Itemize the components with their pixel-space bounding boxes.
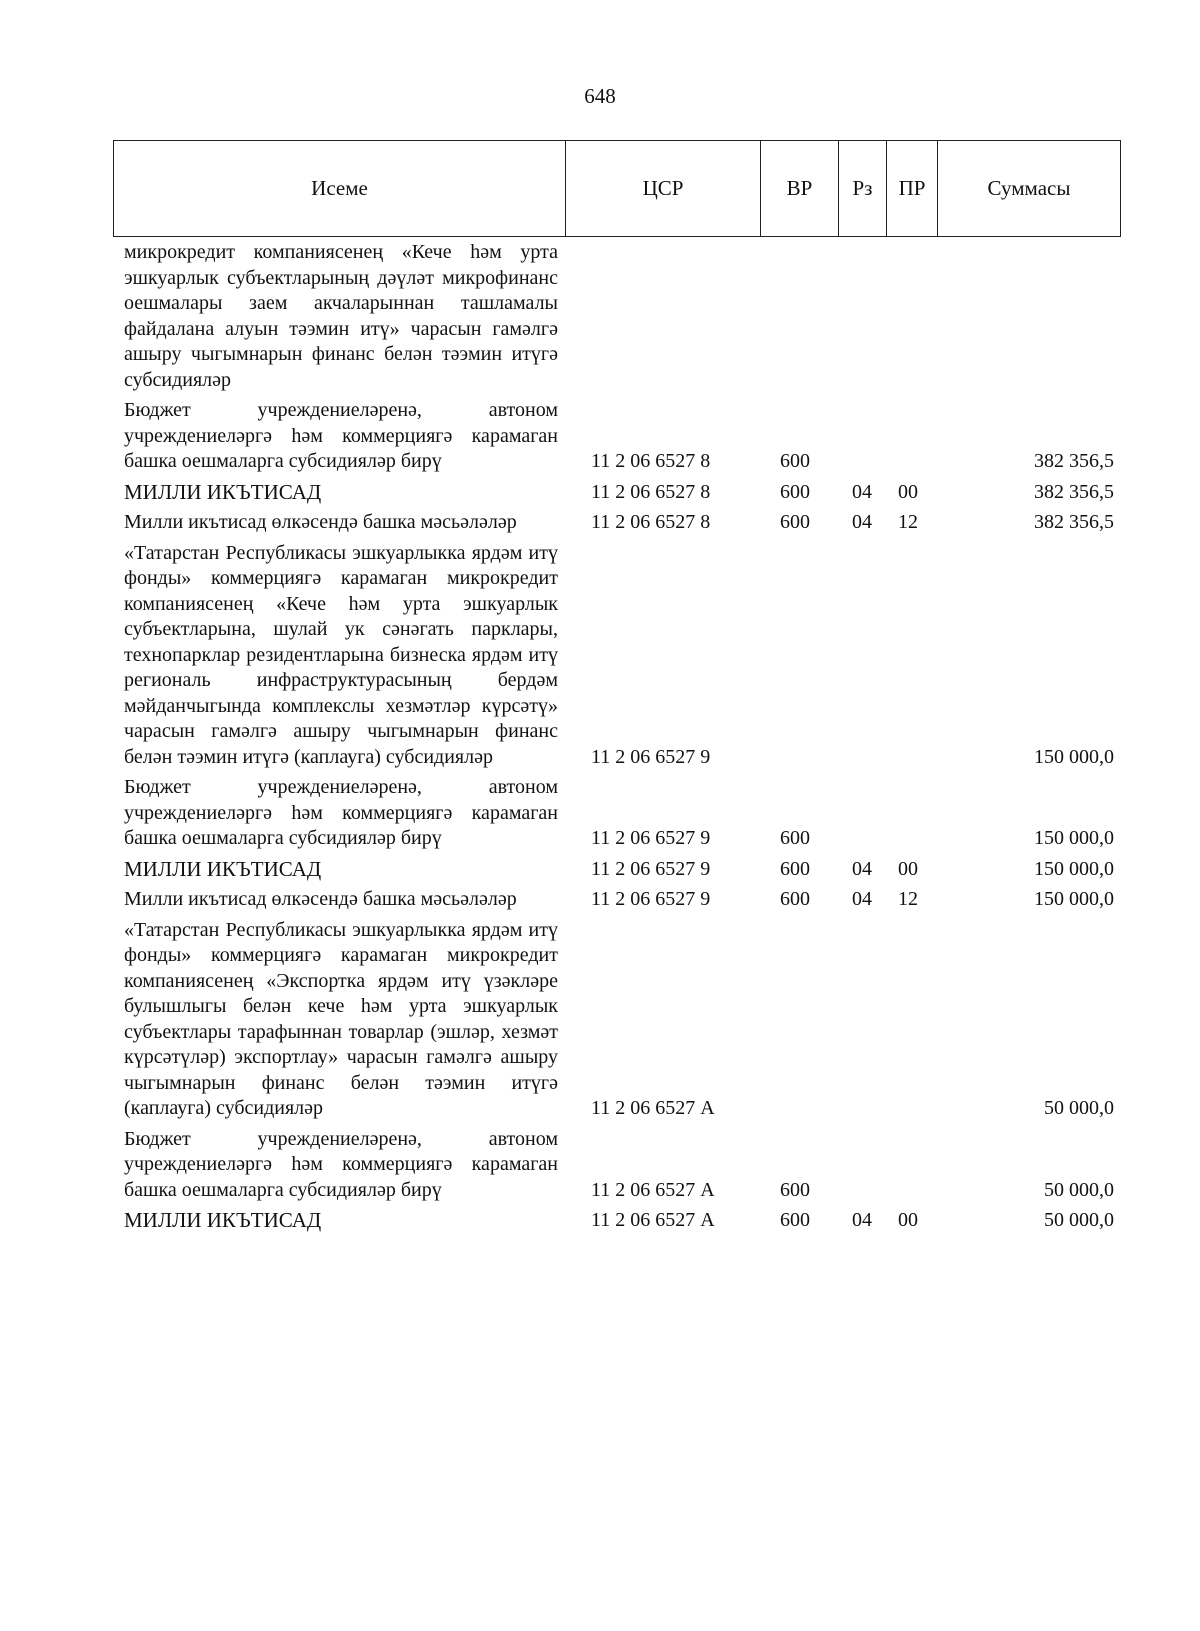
page-number: 648 [584,84,616,108]
row-name: «Татарстан Республикасы эшкуарлыкка ярдәм итү фонды» коммерциягә карамаган микрокредит компаниясенең «Экспортка ярдәм итү үзәкләре булышлыгы белән кече һәм урта эшкуарлык субъектлары тарафыннан товарлар (эшләр, хезмәт күрсәтүләр) экспортлау» чарасын гамәлгә ашыру чыгымнарын финанс белән тәэмин итүгә (каплауга) субсидияләр [124,918,558,1119]
row-sum: 150 000,0 [1034,745,1114,768]
row-rz: 04 [852,857,872,880]
row-sum: 150 000,0 [1034,888,1114,910]
row-name: Милли икътисад өлкәсендә башка мәсьәләләр [124,511,517,533]
row-vr: 600 [780,450,810,472]
row-pr: 12 [898,511,918,533]
row-rz: 04 [852,1209,872,1231]
row-sum: 150 000,0 [1034,827,1114,849]
row-vr: 600 [780,480,810,503]
column-header-csr: ЦСР [566,141,761,236]
row-csr: 11 2 06 6527 9 [591,745,711,768]
row-vr: 600 [780,511,810,533]
column-header-rz: Рз [839,141,887,236]
row-name: Милли икътисад өлкәсендә башка мәсьәләләр [124,888,517,910]
row-sum: 50 000,0 [1044,1178,1114,1201]
table-row [0,887,1200,913]
table-row [0,510,1200,536]
row-vr: 600 [780,827,810,849]
row-name: МИЛЛИ ИКЪТИСАД [124,479,322,504]
row-sum: 50 000,0 [1044,1209,1114,1231]
row-csr: 11 2 06 6527 8 [591,511,711,533]
table-header [113,140,1121,237]
row-name: «Татарстан Республикасы эшкуарлыкка ярдәм итү фонды» коммерциягә карамаган микрокредит компаниясенең «Кече һәм урта эшкуарлык субъектларына, шулай ук сәнәгать парклары, технопарклар резидентларына бизнеска ярдәм итү региональ инфраструктурасының бердәм мәйданчыгында комплекслы хезмәтләр күрсәтү» чарасын гамәлгә ашыру чыгымнарын финанс белән тәэмин итүгә (каплауга) субсидияләр [124,541,558,768]
column-header-sum: Суммасы [987,176,1071,200]
row-csr: 11 2 06 6527 А [591,1178,715,1201]
column-header-name: Исеме [114,141,566,236]
table-row [0,1208,1200,1234]
row-pr: 00 [898,857,918,880]
row-csr: 11 2 06 6527 9 [591,827,711,849]
row-vr: 600 [780,888,810,910]
row-csr: 11 2 06 6527 А [591,1209,715,1231]
row-csr: 11 2 06 6527 9 [591,857,711,880]
row-rz: 04 [852,480,872,503]
row-csr: 11 2 06 6527 8 [591,450,711,472]
row-name: Бюджет учреждениеләренә, автоном учреждениеләргә һәм коммерциягә карамаган башка оешмаларга субсидияләр бирү [124,399,558,472]
row-pr: 12 [898,888,918,910]
row-vr: 600 [780,857,810,880]
column-header-vr: ВР [761,141,839,236]
table-row [0,398,1200,475]
row-rz: 04 [852,888,872,910]
table-body [0,240,1200,1234]
row-csr: 11 2 06 6527 А [591,1097,715,1119]
table-row [0,480,1200,506]
row-csr: 11 2 06 6527 9 [591,888,711,910]
row-name: МИЛЛИ ИКЪТИСАД [124,856,322,881]
row-pr: 00 [898,1209,918,1231]
row-sum: 50 000,0 [1044,1097,1114,1119]
row-sum: 150 000,0 [1034,857,1114,880]
row-name: Бюджет учреждениеләренә, автоном учреждениеләргә һәм коммерциягә карамаган башка оешмаларга субсидияләр бирү [124,776,558,849]
row-rz: 04 [852,511,872,533]
row-sum: 382 356,5 [1034,450,1114,472]
row-vr: 600 [780,1178,810,1201]
table-row [0,918,1200,1122]
row-name: МИЛЛИ ИКЪТИСАД [124,1208,322,1232]
table-row [0,541,1200,771]
table-row [0,240,1200,393]
row-sum: 382 356,5 [1034,480,1114,503]
table-row [0,775,1200,852]
row-pr: 00 [898,480,918,503]
row-name: Бюджет учреждениеләренә, автоном учреждениеләргә һәм коммерциягә карамаган башка оешмаларга субсидияләр бирү [124,1127,558,1201]
column-header-pr: ПР [887,141,938,236]
row-csr: 11 2 06 6527 8 [591,480,711,503]
table-row [0,857,1200,883]
row-vr: 600 [780,1209,810,1231]
row-sum: 382 356,5 [1034,511,1114,533]
row-name: микрокредит компаниясенең «Кече һәм урта эшкуарлык субъектларының дәүләт микрофинанс оешмалары заем акчаларыннан ташламалы файдалана алуын тәэмин итү» чарасын гамәлгә ашыру чыгымнарын финанс белән тәэмин итүгә субсидияләр [124,241,558,391]
table-row [0,1127,1200,1204]
